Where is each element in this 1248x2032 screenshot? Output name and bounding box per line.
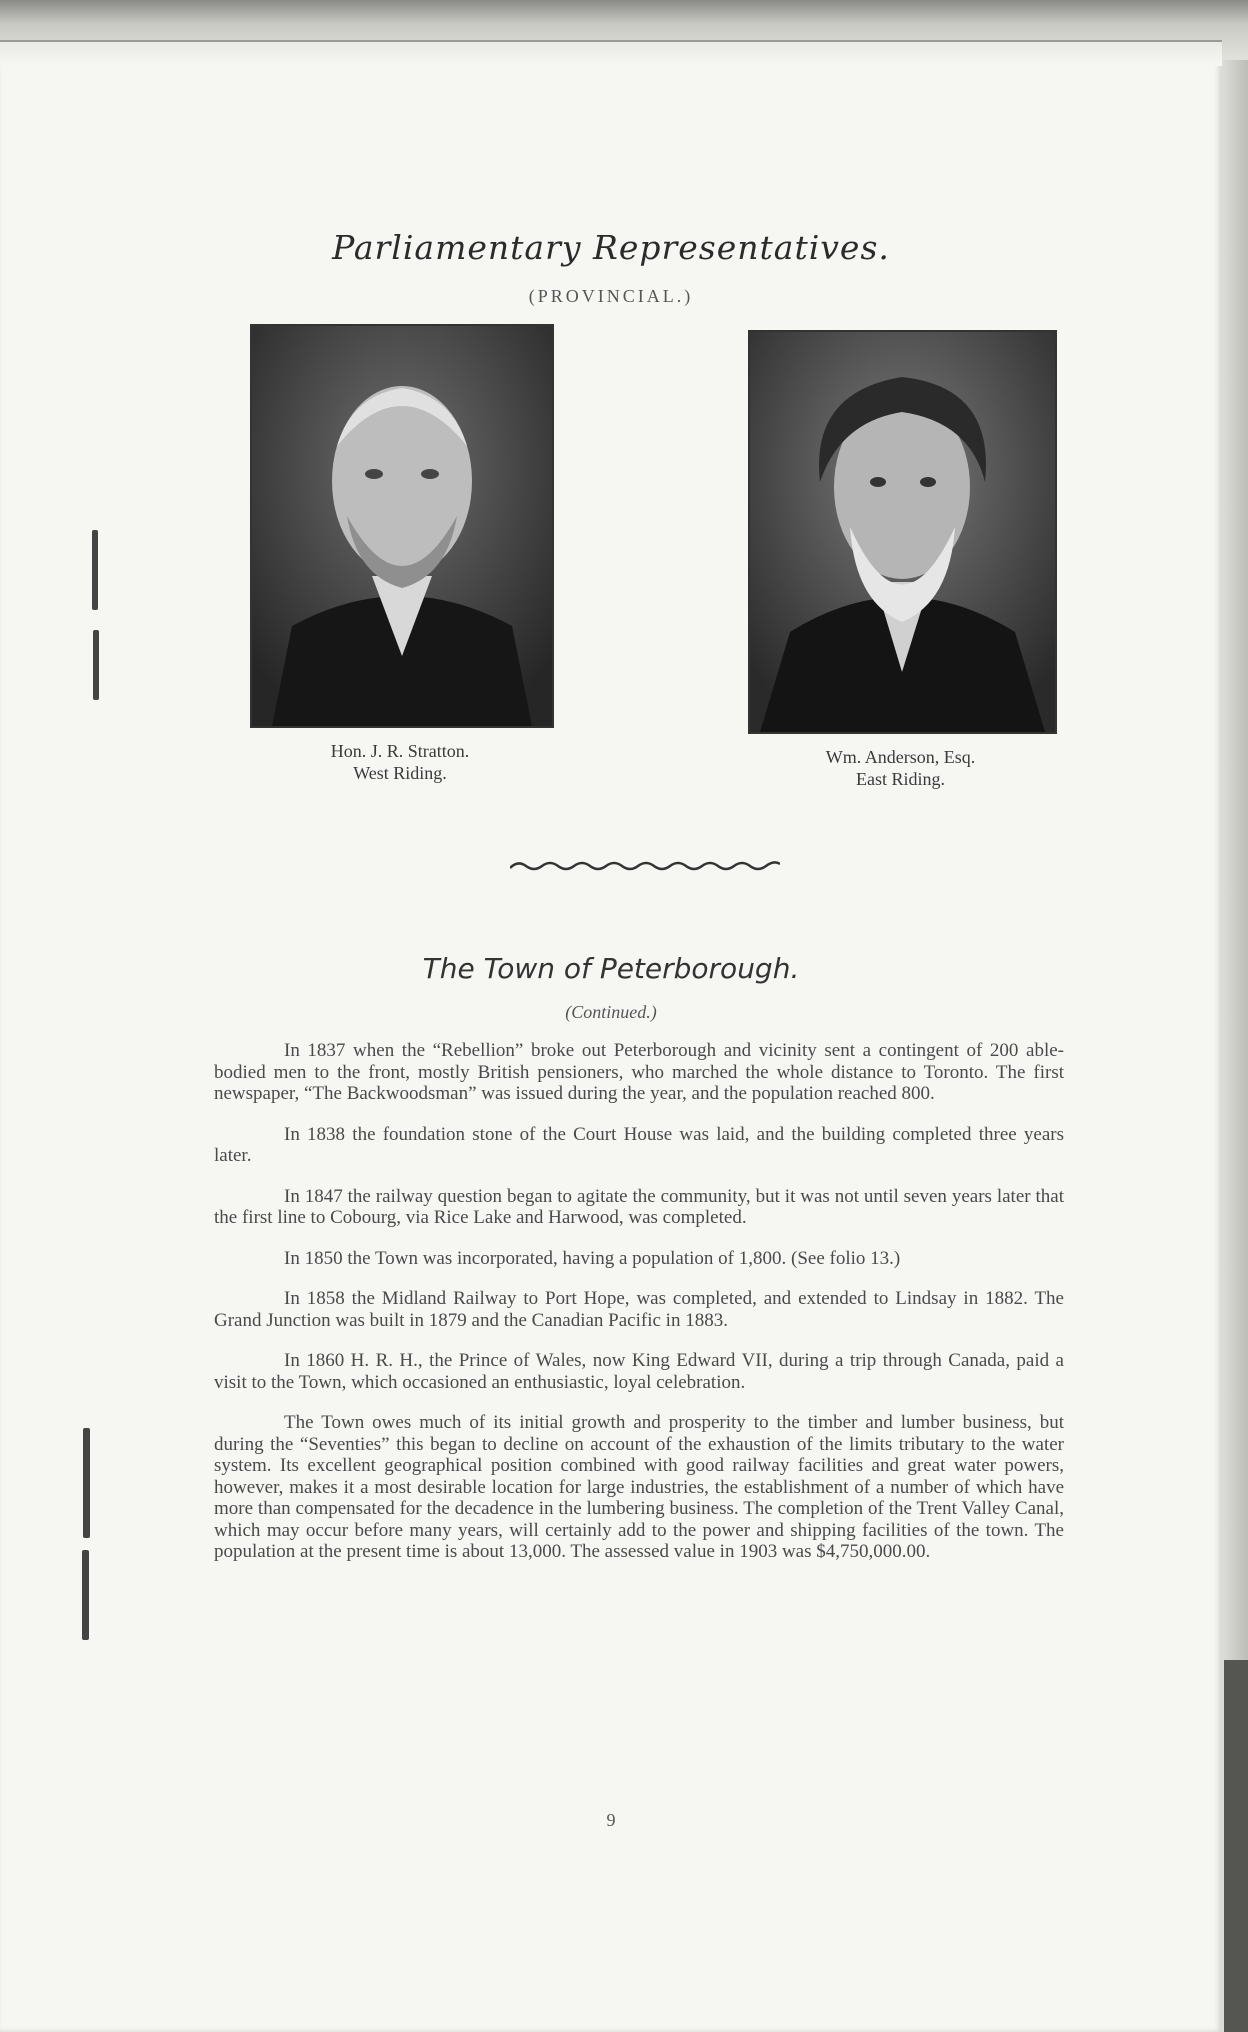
paragraph: In 1860 H. R. H., the Prince of Wales, now King Edward VII, during a trip through Canada, paid a visit to the Town, which occasioned an enthusiastic, loyal celebration. [214, 1350, 1064, 1393]
margin-binding-mark [82, 1550, 89, 1640]
portrait-riding: East Riding. [856, 769, 945, 789]
margin-binding-mark [83, 1428, 90, 1538]
portrait-riding: West Riding. [353, 763, 447, 783]
decorative-wave-divider [510, 854, 780, 878]
paragraph: In 1850 the Town was incorporated, having a population of 1,800. (See folio 13.) [284, 1247, 901, 1269]
scan-dark-corner [1224, 1660, 1248, 2032]
portrait-illustration [252, 326, 552, 726]
page-number: 9 [606, 1810, 616, 1830]
page-fold [0, 40, 1222, 66]
page-sheet [0, 40, 1222, 2032]
section-title: The Town of Peterborough. [422, 952, 800, 985]
paragraph: In 1837 when the “Rebellion” broke out Peterborough and vicinity sent a contingent of 200 able-bodied men to the front, mostly British pensioners, who marched the whole distance to Toronto. The first newspaper, “The Backwoodsman” was issued during the year, and the population reached 800. [214, 1040, 1064, 1104]
paragraph: In 1838 the foundation stone of the Court House was laid, and the building completed three years later. [214, 1123, 1064, 1166]
portrait-caption-stratton [250, 740, 550, 784]
portrait-photo-anderson [748, 330, 1057, 734]
paragraph: In 1847 the railway question began to agitate the community, but it was not until seven years later that the first line to Cobourg, via Rice Lake and Harwood, was completed. [214, 1185, 1064, 1228]
paragraph: The Town owes much of its initial growth and prosperity to the timber and lumber business, but during the “Seventies” this began to decline on account of the exhaustion of the limits tributary to the water system. Its excellent geographical position combined with good railway facilities and great water powers, however, makes it a most desirable location for large industries, the establishment of a number of which have more than compensated for the decadence in the lumbering business. The completion of the Trent Valley Canal, which may occur before many years, will certainly add to the power and shipping facilities of the town. The population at the present time is about 13,000. The assessed value in 1903 was $4,750,000.00. [214, 1412, 1064, 1562]
section-continued-note: (Continued.) [565, 1002, 657, 1022]
portrait-name: Hon. J. R. Stratton. [330, 741, 470, 761]
portrait-caption-anderson [748, 746, 1053, 790]
page-title: Parliamentary Representatives. [332, 228, 890, 267]
portrait-photo-stratton [250, 324, 554, 728]
portrait-illustration [750, 332, 1055, 732]
paragraph: In 1858 the Midland Railway to Port Hope, was completed, and extended to Lindsay in 1882. The Grand Junction was built in 1879 and the Canadian Pacific in 1883. [214, 1288, 1064, 1331]
body-text [214, 1040, 1064, 1582]
margin-binding-mark [93, 630, 99, 700]
margin-binding-mark [92, 530, 98, 610]
page-subtitle: (PROVINCIAL.) [528, 286, 694, 306]
portrait-name: Wm. Anderson, Esq. [825, 747, 976, 767]
